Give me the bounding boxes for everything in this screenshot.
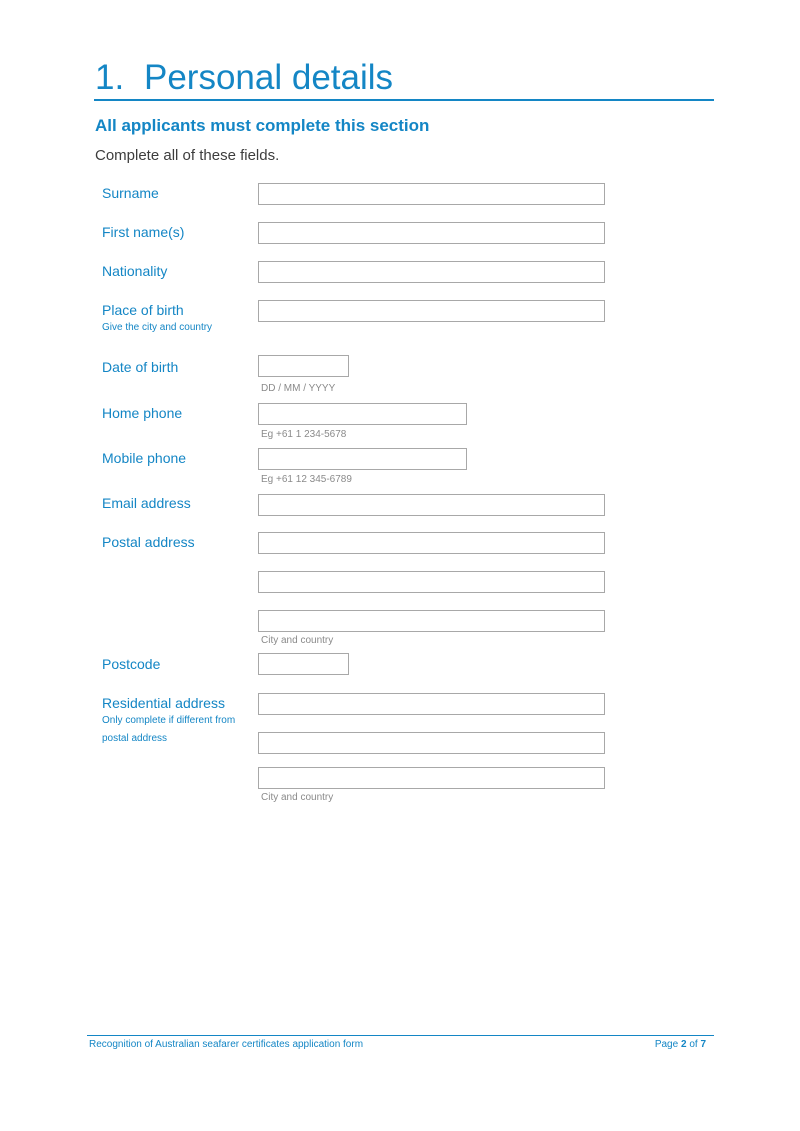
email-label: Email address	[102, 495, 191, 511]
heading-divider	[94, 99, 714, 101]
section-number: 1.	[95, 58, 125, 97]
footer-form-title: Recognition of Australian seafarer certificates application form	[89, 1039, 364, 1050]
home-phone-hint: Eg +61 1 234-5678	[261, 429, 347, 440]
footer-divider	[87, 1035, 714, 1036]
nationality-label: Nationality	[102, 263, 168, 279]
postal-address-line1-input[interactable]	[258, 532, 605, 554]
postal-address-label: Postal address	[102, 534, 195, 550]
residential-address-hint: City and country	[261, 792, 334, 803]
postal-address-line3-input[interactable]	[258, 610, 605, 632]
page-total: 7	[700, 1039, 706, 1050]
postcode-input[interactable]	[258, 653, 349, 675]
page-current: 2	[680, 1039, 687, 1050]
postcode-label: Postcode	[102, 656, 161, 672]
page-number	[655, 1039, 706, 1050]
first-names-label: First name(s)	[102, 224, 185, 240]
nationality-input[interactable]	[258, 261, 605, 283]
date-of-birth-label: Date of birth	[102, 359, 179, 375]
residential-address-help-line1: Only complete if different from	[102, 715, 236, 726]
place-of-birth-input[interactable]	[258, 300, 605, 322]
page-title	[95, 58, 393, 98]
mobile-phone-label: Mobile phone	[102, 450, 187, 466]
residential-address-help-line2: postal address	[102, 733, 168, 744]
email-input[interactable]	[258, 494, 605, 516]
residential-address-line3-input[interactable]	[258, 767, 605, 789]
surname-input[interactable]	[258, 183, 605, 205]
date-of-birth-input[interactable]	[258, 355, 349, 377]
mobile-phone-hint: Eg +61 12 345-6789	[261, 474, 352, 485]
date-of-birth-hint: DD / MM / YYYY	[261, 383, 336, 394]
page-of: of	[689, 1039, 698, 1050]
residential-address-line1-input[interactable]	[258, 693, 605, 715]
section-subheading: All applicants must complete this section	[95, 116, 430, 135]
residential-address-label: Residential address	[102, 695, 225, 711]
surname-label: Surname	[102, 185, 159, 201]
mobile-phone-input[interactable]	[258, 448, 467, 470]
place-of-birth-label: Place of birth	[102, 302, 184, 318]
postal-address-line2-input[interactable]	[258, 571, 605, 593]
section-instruction: Complete all of these fields.	[95, 147, 280, 164]
section-title: Personal details	[144, 58, 394, 97]
page-prefix: Page	[654, 1039, 679, 1050]
home-phone-input[interactable]	[258, 403, 467, 425]
first-names-input[interactable]	[258, 222, 605, 244]
home-phone-label: Home phone	[102, 405, 183, 421]
place-of-birth-help: Give the city and country	[102, 322, 213, 333]
postal-address-hint: City and country	[261, 635, 334, 646]
residential-address-line2-input[interactable]	[258, 732, 605, 754]
